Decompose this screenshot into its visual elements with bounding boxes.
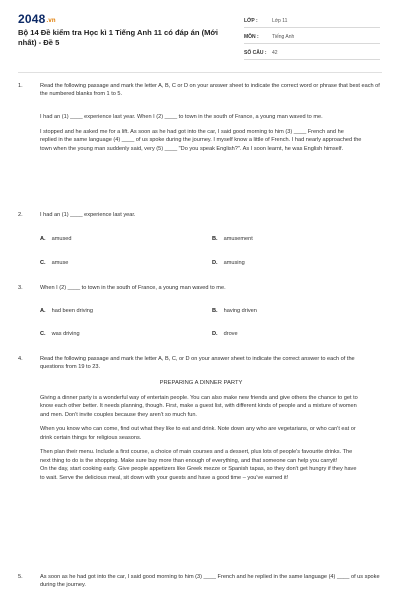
option-text: amusing — [223, 260, 245, 266]
passage-paragraph: Then plan their menu. Include a first course, a choice of main courses and a dessert, plus lots of people's favourite drinks. The next thing to do is the shopping. Make sure buy more than enough of everything, and that someone can help you carryit! — [40, 449, 353, 464]
question-number: 3. — [18, 285, 23, 291]
question-instruction: Read the following passage and mark the letter A, B, C or D on your answer sheet to indicate the correct word or phrase that best each of the numbered blanks from 1 to 5. — [40, 83, 380, 98]
site-logo[interactable] — [18, 12, 56, 26]
meta-subject-label: MÔN : — [244, 34, 259, 40]
meta-class-label: LỚP : — [244, 18, 258, 24]
header-divider — [18, 72, 382, 73]
option-letter: C. — [40, 331, 46, 337]
option-text: amusement — [223, 236, 253, 242]
document-title: Bộ 14 Đề kiểm tra Học kì 1 Tiếng Anh 11 có đáp án (Mới nhất) - Đề 5 — [18, 28, 218, 47]
passage-paragraph: On the day, start cooking early. Give people appetizers like Greek mezze or Spanish tapas, so they don't get hungry if they have to wait. Serve the delicious meal, sit down with your guests and have a good time – you've earned it! — [40, 466, 357, 481]
question-number: 1. — [18, 83, 23, 89]
answer-option-b[interactable] — [212, 236, 253, 242]
option-text: drove — [223, 331, 238, 337]
passage-paragraph: When you know who can come, find out what they like to eat and drink. Note down any who are vegetarians, or who can't eat or drink certain things for religious seasons. — [40, 426, 356, 441]
option-text: had been driving — [51, 308, 93, 314]
question-text: When I (2) ____ to town in the south of France, a young man waved to me. — [40, 285, 226, 291]
option-text: amused — [51, 236, 72, 242]
question-instruction: Read the following passage and mark the letter A, B, C, or D on your answer sheet to indicate the correct answer to each of the questions from 19 to 23. — [40, 356, 355, 371]
answer-option-a[interactable] — [40, 236, 72, 242]
option-letter: C. — [40, 260, 46, 266]
document-meta — [244, 15, 380, 63]
option-text: amuse — [51, 260, 69, 266]
option-letter: D. — [212, 331, 218, 337]
answer-option-a[interactable] — [40, 308, 93, 314]
option-letter: A. — [40, 308, 46, 314]
page-header — [18, 12, 382, 62]
option-letter: B. — [212, 236, 218, 242]
passage-paragraph: I had an (1) ____ experience last year. When I (2) ____ to town in the south of France, a young man waved to me. — [40, 114, 323, 120]
passage-title: PREPARING A DINNER PARTY — [159, 380, 243, 386]
option-text: was driving — [51, 331, 80, 337]
meta-subject-value: Tiếng Anh — [272, 34, 295, 40]
question-text: I had an (1) ____ experience last year. — [40, 212, 136, 218]
question-1-passage — [40, 113, 362, 159]
logo-main-text: 2048 — [18, 12, 46, 26]
option-letter: D. — [212, 260, 218, 266]
meta-row-class — [244, 15, 380, 28]
question-number: 5. — [18, 574, 23, 580]
option-letter: A. — [40, 236, 46, 242]
meta-row-count — [244, 47, 380, 60]
answer-option-d[interactable] — [212, 331, 238, 337]
meta-class-value: Lớp 11 — [272, 18, 288, 24]
question-number: 2. — [18, 212, 23, 218]
answer-option-c[interactable] — [40, 260, 68, 266]
meta-row-subject — [244, 31, 380, 44]
question-number: 4. — [18, 356, 23, 362]
option-letter: B. — [212, 308, 218, 314]
logo-domain-text: .vn — [46, 18, 56, 24]
answer-option-d[interactable] — [212, 260, 245, 266]
option-text: having driven — [223, 308, 257, 314]
passage-paragraph: I stopped and he asked me for a lift. As soon as he had got into the car, I said good morning to him (3) ____ French and he replied in the same language (4) ____ of us spoke during the journey. I myself know a little of French. I had nearly approached the town when the young man suddenly said, very (5) ____ "Do you speak English?". As I soon learnt, he was English himself. — [40, 128, 362, 152]
question-text: As soon as he had got into the car, I said good morning to him (3) ____ French and he replied in the same language (4) ____ of us spoke during the journey. — [40, 574, 380, 589]
meta-count-value: 42 — [272, 50, 278, 56]
meta-count-label: SỐ CÂU : — [244, 50, 267, 56]
passage-paragraph: Giving a dinner party is a wonderful way of entertain people. You can also make new friends and give others the chance to get to know each other better. It needs planning, though. First, make a guest list, with different kinds of people and a mixture of women and men. Don't invite couples because they aren't so much fun. — [40, 394, 358, 418]
answer-option-c[interactable] — [40, 331, 80, 337]
answer-option-b[interactable] — [212, 308, 257, 314]
question-4-passage — [40, 379, 362, 488]
